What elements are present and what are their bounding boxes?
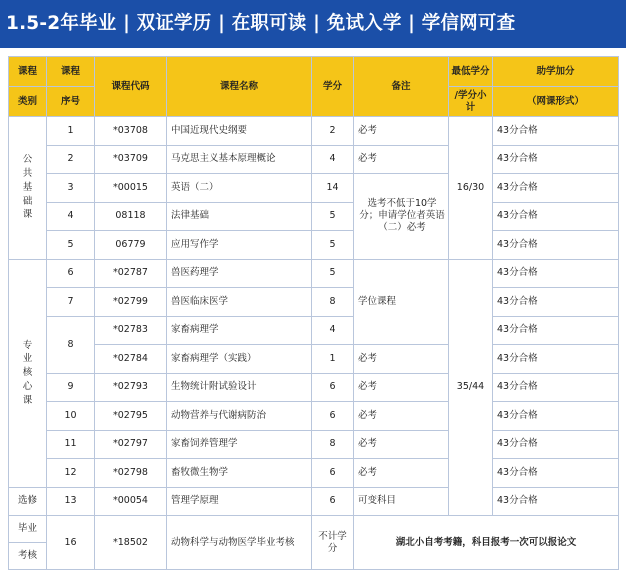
row-name: 家畜饲养管理学	[167, 430, 312, 459]
major-note: 学位课程	[354, 259, 449, 345]
row-pass: 43分合格	[493, 145, 619, 174]
row-credit: 8	[312, 430, 354, 459]
table-row	[9, 487, 619, 516]
row-seq: 3	[47, 174, 95, 203]
row-pass: 43分合格	[493, 316, 619, 345]
row-seq: 4	[47, 202, 95, 231]
row-seq: 6	[47, 259, 95, 288]
row-name: 英语（二）	[167, 174, 312, 203]
row-credit: 6	[312, 459, 354, 488]
header-min-credit-bottom: /学分小计	[449, 87, 493, 117]
row-name: 动物营养与代谢病防治	[167, 402, 312, 431]
header-credit: 学分	[312, 57, 354, 117]
header-name: 课程名称	[167, 57, 312, 117]
table-row	[9, 288, 619, 317]
public-note: 选考不低于10学分；申请学位者英语（二）必考	[354, 174, 449, 260]
graduation-name: 动物科学与动物医学毕业考核	[167, 516, 312, 570]
row-name: 法律基础	[167, 202, 312, 231]
row-seq: 1	[47, 117, 95, 146]
row-note: 必考	[354, 430, 449, 459]
row-pass: 43分合格	[493, 487, 619, 516]
row-note: 必考	[354, 117, 449, 146]
row-pass: 43分合格	[493, 402, 619, 431]
graduation-seq: 16	[47, 516, 95, 570]
row-seq: 11	[47, 430, 95, 459]
table-row	[9, 402, 619, 431]
row-credit: 2	[312, 117, 354, 146]
row-pass: 43分合格	[493, 259, 619, 288]
row-note: 必考	[354, 145, 449, 174]
row-name: 应用写作学	[167, 231, 312, 260]
row-note: 必考	[354, 402, 449, 431]
header-seq-bottom: 序号	[47, 87, 95, 117]
table-row	[9, 316, 619, 345]
header-aid-top: 助学加分	[493, 57, 619, 87]
row-name: 中国近现代史纲要	[167, 117, 312, 146]
row-pass: 43分合格	[493, 231, 619, 260]
row-name: 畜牧微生物学	[167, 459, 312, 488]
category-graduation-top: 毕业	[9, 516, 47, 543]
graduation-credit: 不计学分	[312, 516, 354, 570]
row-pass: 43分合格	[493, 373, 619, 402]
row-credit: 8	[312, 288, 354, 317]
public-min-credit: 16/30	[449, 117, 493, 260]
row-pass: 43分合格	[493, 174, 619, 203]
row-code: *02793	[95, 373, 167, 402]
table-row	[9, 430, 619, 459]
row-code: *02787	[95, 259, 167, 288]
row-pass: 43分合格	[493, 459, 619, 488]
row-note: 必考	[354, 373, 449, 402]
table-row	[9, 373, 619, 402]
course-table	[8, 56, 619, 570]
graduation-note: 湖北小自考考籍，科目报考一次可以报论文	[354, 516, 619, 570]
row-code: *02783	[95, 316, 167, 345]
header-seq-top: 课程	[47, 57, 95, 87]
row-seq: 9	[47, 373, 95, 402]
row-name: 家畜病理学	[167, 316, 312, 345]
header-note: 备注	[354, 57, 449, 117]
table-row	[9, 174, 619, 203]
header-aid-bottom: （网课形式）	[493, 87, 619, 117]
row-pass: 43分合格	[493, 202, 619, 231]
row-seq: 13	[47, 487, 95, 516]
row-code: *02799	[95, 288, 167, 317]
row-note: 必考	[354, 459, 449, 488]
row-pass: 43分合格	[493, 430, 619, 459]
row-credit: 6	[312, 402, 354, 431]
table-row	[9, 117, 619, 146]
row-code: 08118	[95, 202, 167, 231]
table-row	[9, 259, 619, 288]
table-row	[9, 231, 619, 260]
graduation-row	[9, 516, 619, 543]
row-credit: 4	[312, 316, 354, 345]
row-code: *02784	[95, 345, 167, 374]
row-code: *03708	[95, 117, 167, 146]
row-code: *00054	[95, 487, 167, 516]
row-pass: 43分合格	[493, 288, 619, 317]
row-credit: 4	[312, 145, 354, 174]
row-name: 管理学原理	[167, 487, 312, 516]
course-table-frame	[8, 56, 618, 573]
category-public: 公共基础课	[9, 117, 47, 260]
table-row	[9, 202, 619, 231]
row-pass: 43分合格	[493, 345, 619, 374]
row-code: *02797	[95, 430, 167, 459]
graduation-code: *18502	[95, 516, 167, 570]
table-row	[9, 345, 619, 374]
header-min-credit-top: 最低学分	[449, 57, 493, 87]
banner-title: 1.5-2年毕业 | 双证学历 | 在职可读 | 免试入学 | 学信网可查	[0, 0, 626, 48]
row-name: 马克思主义基本原理概论	[167, 145, 312, 174]
row-seq: 7	[47, 288, 95, 317]
row-credit: 6	[312, 373, 354, 402]
category-major: 专业核心课	[9, 259, 47, 487]
row-credit: 5	[312, 259, 354, 288]
row-code: *00015	[95, 174, 167, 203]
row-seq: 12	[47, 459, 95, 488]
row-seq-merged: 8	[47, 316, 95, 373]
header-code: 课程代码	[95, 57, 167, 117]
row-note: 可变科目	[354, 487, 449, 516]
table-row	[9, 459, 619, 488]
header-category-top: 课程	[9, 57, 47, 87]
row-seq: 5	[47, 231, 95, 260]
row-credit: 6	[312, 487, 354, 516]
major-min-credit: 35/44	[449, 259, 493, 516]
row-code: *03709	[95, 145, 167, 174]
row-note: 必考	[354, 345, 449, 374]
row-credit: 14	[312, 174, 354, 203]
category-graduation-bottom: 考核	[9, 543, 47, 570]
row-name: 家畜病理学（实践）	[167, 345, 312, 374]
header-category-bottom: 类别	[9, 87, 47, 117]
row-name: 生物统计附试验设计	[167, 373, 312, 402]
row-code: *02798	[95, 459, 167, 488]
row-name: 兽医药理学	[167, 259, 312, 288]
table-row	[9, 145, 619, 174]
row-pass: 43分合格	[493, 117, 619, 146]
row-code: *02795	[95, 402, 167, 431]
row-credit: 1	[312, 345, 354, 374]
row-credit: 5	[312, 231, 354, 260]
row-seq: 2	[47, 145, 95, 174]
category-elective: 选修	[9, 487, 47, 516]
row-name: 兽医临床医学	[167, 288, 312, 317]
row-seq: 10	[47, 402, 95, 431]
row-credit: 5	[312, 202, 354, 231]
row-code: 06779	[95, 231, 167, 260]
